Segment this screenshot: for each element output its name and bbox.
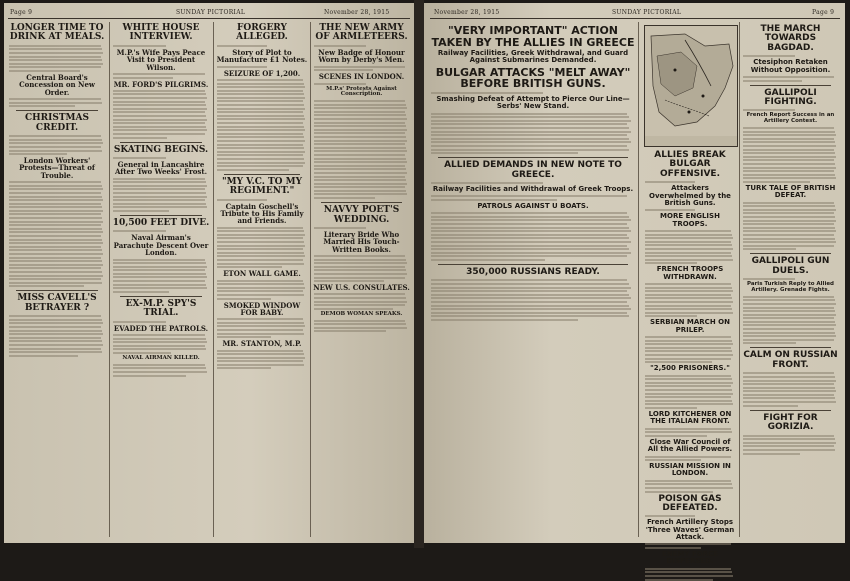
headline: LONGER TIME TO DRINK AT MEALS. (9, 23, 105, 43)
headline: Literary Bride Who Married His Touch-Written Books. (323, 229, 400, 254)
book-gutter (414, 0, 424, 548)
headline: MISS CAVELL'S BETRAYER ? (17, 293, 97, 313)
article-text (113, 334, 209, 354)
right-col-1-stories (430, 67, 636, 321)
right-col-4 (742, 23, 839, 537)
headline: Story of Plot to Manufacture £1 Notes. (216, 47, 308, 65)
article-text (743, 435, 838, 455)
headline: 10,500 FEET DIVE. (112, 218, 210, 229)
headline: NAVAL AIRMAN KILLED. (122, 355, 200, 362)
column-rule (638, 22, 639, 537)
story-divider (750, 410, 831, 411)
right-col-2-lower (644, 149, 736, 566)
headline: General in Lancashire After Two Weeks' Frost. (114, 160, 208, 177)
headline: FORGERY ALLEGED. (236, 23, 288, 43)
article-text (743, 296, 838, 345)
headline: THE NEW ARMY OF ARMLETEERS. (315, 23, 408, 43)
article-text (743, 202, 838, 251)
right-col-1 (430, 23, 636, 537)
headline: GALLIPOLI FIGHTING. (764, 87, 817, 108)
article-text (431, 279, 635, 321)
article-text (113, 45, 209, 47)
headline: "MY V.C. TO MY REGIMENT." (221, 176, 303, 197)
article-text (217, 66, 307, 68)
article-text (314, 255, 409, 282)
article-text (9, 315, 105, 357)
story-divider (120, 215, 202, 216)
headline: LORD KITCHENER ON THE ITALIAN FRONT. (648, 409, 732, 426)
headline: Ctesiphon Retaken Without Opposition. (750, 58, 831, 74)
headline: French Report Success in an Artillery Contest. (746, 112, 835, 125)
article-text (217, 79, 307, 171)
article-text (314, 227, 409, 229)
story-divider (750, 347, 831, 348)
headline: M.P.s' Protests Against Conscription. (326, 85, 397, 98)
article-text (645, 375, 735, 409)
article-text (645, 515, 735, 517)
article-text (314, 100, 409, 199)
article-text (314, 320, 409, 333)
headline: SEIZURE OF 1,200. (223, 68, 301, 78)
headline: CHRISTMAS CREDIT. (25, 113, 89, 133)
article-text (217, 350, 307, 370)
story-divider (321, 202, 402, 203)
header-rule (430, 18, 840, 19)
column-rule (310, 22, 311, 537)
article-text (217, 227, 307, 269)
column-rule (739, 22, 740, 537)
left-col-4 (313, 22, 410, 537)
article-text (645, 568, 735, 581)
article-text (431, 212, 635, 261)
article-text (217, 45, 307, 47)
masthead-left: SUNDAY PICTORIAL (176, 9, 246, 16)
headline: M.P.'s Wife Pays Peace Visit to President Wilson. (116, 47, 206, 72)
article-text (217, 318, 307, 338)
article-text (314, 66, 409, 72)
article-text (314, 293, 409, 309)
article-text (431, 195, 635, 201)
article-text (217, 199, 307, 201)
banner-headline: "VERY IMPORTANT" ACTION TAKEN BY THE ALLIES IN GREECE (431, 24, 635, 49)
header-rule (8, 18, 410, 19)
headline: ENEMY FORCE DISPERSED. (662, 550, 718, 566)
headline: BULGAR ATTACKS "MELT AWAY" BEFORE BRITISH GUNS. (435, 65, 631, 91)
article-text (9, 98, 105, 107)
article-text (645, 336, 735, 363)
story-divider (224, 174, 300, 175)
column-rule (109, 22, 110, 537)
masthead-right: SUNDAY PICTORIAL (612, 9, 682, 16)
article-text (743, 76, 838, 82)
headline: POISON GAS DEFEATED. (658, 493, 722, 513)
article-text (645, 283, 735, 317)
story-divider (750, 85, 831, 86)
article-text (743, 55, 838, 57)
article-text (113, 364, 209, 377)
headline: New Badge of Honour Worn by Derby's Men. (318, 47, 405, 65)
kitchener-block (644, 411, 736, 581)
headline: ALLIES BREAK BULGAR OFFENSIVE. (654, 150, 726, 179)
headline: Captain Goschell's Tribute to His Family and Friends. (220, 201, 304, 226)
headline: TURK TALE OF BRITISH DEFEAT. (745, 183, 836, 200)
headline: Naval Airman's Parachute Descent Over London. (113, 233, 209, 258)
headline: FIGHT FOR GORIZIA. (763, 412, 818, 433)
story-divider (120, 142, 202, 143)
page-number-left: Page 9 (10, 9, 33, 16)
article-text (645, 456, 735, 462)
headline: Attackers Overwhelmed by the British Guns. (649, 184, 731, 207)
right-page (424, 3, 845, 566)
headline: MORE ENGLISH TROOPS. (660, 212, 720, 228)
headline: SCENES IN LONDON. (318, 72, 405, 82)
article-text (314, 45, 409, 47)
headline: Close War Council of All the Allied Powers. (647, 437, 733, 454)
date-right: November 28, 1915 (434, 9, 500, 16)
column-rule (213, 22, 214, 537)
headline: RUSSIAN MISSION IN LONDON. (649, 462, 731, 478)
balkans-map-graphic (645, 26, 737, 136)
headline: NAVVY POET'S WEDDING. (323, 205, 400, 225)
headline: WHITE HOUSE INTERVIEW. (122, 23, 200, 43)
headline: MR. FORD'S PILGRIMS. (113, 79, 209, 89)
left-col-1 (8, 22, 106, 537)
headline: GALLIPOLI GUN DUELS. (751, 256, 830, 276)
article-text (645, 428, 735, 437)
left-col-3 (216, 22, 308, 537)
article-text (645, 230, 735, 264)
article-text (743, 109, 838, 111)
article-text (217, 280, 307, 300)
headline: 350,000 RUSSIANS READY. (466, 266, 600, 277)
story-divider (16, 290, 98, 291)
date-left: November 28, 1915 (324, 9, 390, 16)
headline: PATROLS AGAINST U BOATS. (477, 201, 589, 210)
article-text (113, 321, 209, 323)
headline: CALM ON RUSSIAN FRONT. (743, 350, 838, 370)
headline: "2,500 PRISONERS." (650, 364, 730, 373)
article-text (9, 181, 105, 287)
headline: SERBIAN MARCH ON PRILEP. (650, 318, 730, 334)
headline: French Artillery Stops 'Three Waves' German Attack. (645, 518, 735, 542)
story-divider (750, 253, 831, 254)
article-text (113, 90, 209, 139)
headline: ETON WALL GAME. (223, 269, 301, 279)
article-text (645, 209, 735, 211)
story-divider (438, 264, 628, 265)
article-text (743, 278, 838, 280)
story-divider (120, 296, 202, 297)
headline: MR. STANTON, M.P. (222, 339, 302, 349)
banner-subheadline: Railway Facilities, Greek Withdrawal, and Guard Against Submarines Demanded. (437, 49, 629, 65)
headline: Railway Facilities and Withdrawal of Greek Troops. (432, 184, 634, 193)
article-text (113, 230, 209, 232)
article-text (645, 480, 735, 493)
article-text (645, 543, 735, 549)
article-text (113, 73, 209, 79)
article-text (431, 113, 635, 155)
article-text (431, 92, 635, 94)
article-text (9, 45, 105, 72)
article-text (113, 157, 209, 159)
left-col-2 (112, 22, 210, 537)
article-text (113, 259, 209, 293)
headline: DEMOB WOMAN SPEAKS. (320, 310, 403, 317)
war-map (644, 25, 738, 147)
headline: SKATING BEGINS. (113, 144, 209, 155)
headline: EVADED THE PATROLS. (113, 323, 209, 333)
page-number-right: Page 9 (812, 9, 835, 16)
article-text (431, 182, 635, 184)
article-text (314, 83, 409, 85)
story-divider (438, 157, 628, 158)
headline: NEW U.S. CONSULATES. (313, 283, 410, 293)
left-page (4, 3, 414, 543)
article-text (743, 372, 838, 406)
headline: THE MARCH TOWARDS BAGDAD. (760, 24, 821, 53)
story-divider (16, 110, 98, 111)
headline: EX-M.P. SPY'S TRIAL. (125, 298, 197, 319)
headline: Central Board's Concession on New Order. (19, 73, 95, 97)
article-text (743, 127, 838, 183)
headline: Paris Turkish Reply to Allied Artillery. Grenade Fights. (747, 281, 834, 293)
headline: Smashing Defeat of Attempt to Pierce Our Line—Serbs' New Stand. (436, 94, 630, 111)
article-text (113, 178, 209, 212)
article-text (9, 135, 105, 155)
headline: SMOKED WINDOW FOR BABY. (223, 300, 301, 317)
headline: ALLIED DEMANDS IN NEW NOTE TO GREECE. (444, 160, 622, 180)
headline: FRENCH TROOPS WITHDRAWN. (656, 265, 724, 281)
headline: London Workers' Protests—Threat of Trouble. (19, 156, 95, 180)
article-text (645, 181, 735, 183)
